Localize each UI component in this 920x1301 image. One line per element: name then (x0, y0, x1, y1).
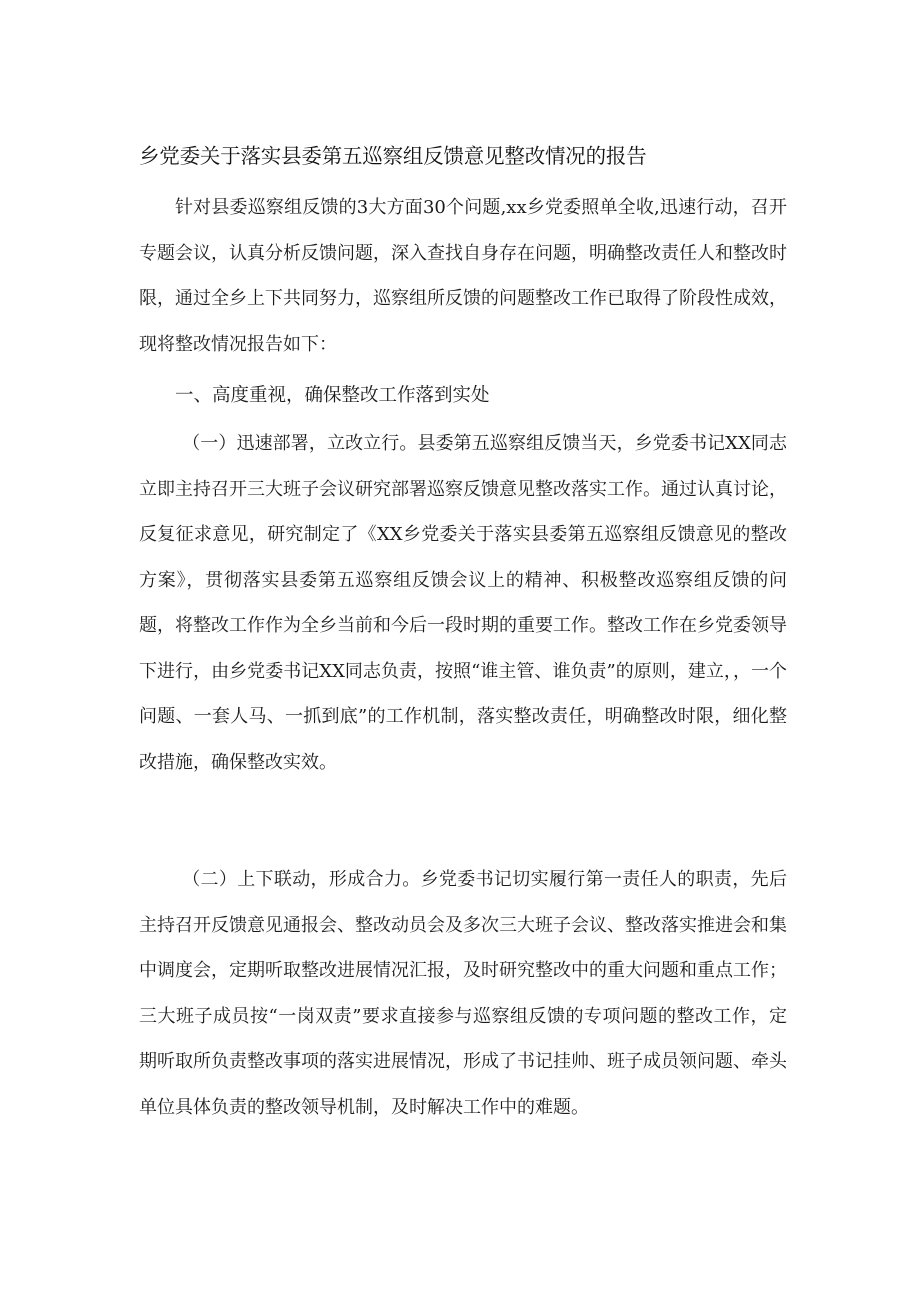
subsection-paragraph-2: （二）上下联动，形成合力。乡党委书记切实履行第一责任人的职责，先后主持召开反馈意见通报会、整改动员会及多次三大班子会议、整改落实推进会和集中调度会，定期听取整改进展情况汇报，及时研究整改中的重大问题和重点工作；三大班子成员按“一岗双责”要求直接参与巡察组反馈的专项问题的整改工作，定期听取所负责整改事项的落实进展情况，形成了书记挂帅、班子成员领问题、牵头单位具体负责的整改领导机制，及时解决工作中的难题。 (139, 869, 787, 1118)
subsection-paragraph-1: （一）迅速部署，立改立行。县委第五巡察组反馈当天，乡党委书记XX同志立即主持召开三大班子会议研究部署巡察反馈意见整改落实工作。通过认真讨论，反复征求意见，研究制定了《XX乡党委关于落实县委第五巡察组反馈意见的整改方案》，贯彻落实县委第五巡察组反馈会议上的精神、积极整改巡察组反馈的问题，将整改工作作为全乡当前和今后一段时期的重要工作。整改工作在乡党委领导下进行，由乡党委书记XX同志负责，按照“谁主管、谁负责”的原则，建立，，一个问题、一套人马、一抓到底”的工作机制，落实整改责任，明确整改时限，细化整改措施，确保整改实效。 (139, 433, 787, 773)
section-heading-1: 一、高度重视，确保整改工作落到实处 (175, 385, 490, 406)
intro-paragraph: 针对县委巡察组反馈的3大方面30个问题,xx乡党委照单全收,迅速行动，召开专题会议，认真分析反馈问题，深入查找自身存在问题，明确整改责任人和整改时限，通过全乡上下共同努力，巡察组所反馈的问题整改工作已取得了阶段性成效，现将整改情况报告如下： (139, 197, 787, 355)
document-title: 乡党委关于落实县委第五巡察组反馈意见整改情况的报告 (139, 144, 647, 168)
